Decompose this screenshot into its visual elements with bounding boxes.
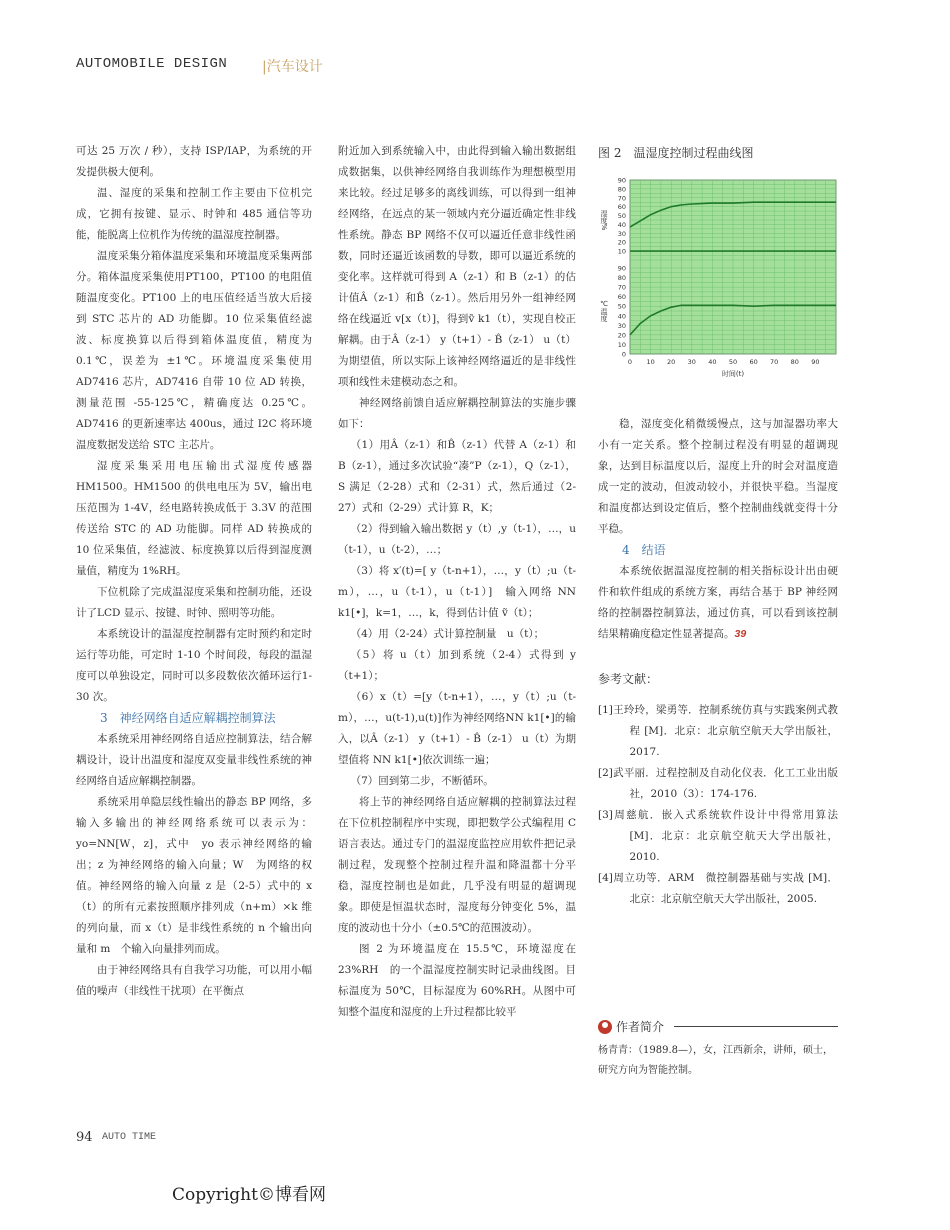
y-tick-label: 30	[617, 229, 626, 238]
paragraph: 附近加入到系统输入中，由此得到输入输出数据组成数据集，以供神经网络自我训练作为理想模型用来比较。经过足够多的离线训练，可以得到一组神经网络，在远点的某一领域内充分逼近确定性非线性系统。静态 BP 网络不仅可以逼近任意非线性函数，同时还逼近该函数的导数，即可以逼近系统的变化率。这样就可得到 A（z-1）和 B（z-1）的估计值Â（z-1）和B̂（z-1）。然后用另外一组神经网络在线逼近 v[x（t）]，得到ṽ k1（t），实现自校正解耦。由于Â（z-1） y（t+1）- B̂（z-1） u（t）为期望值，所以实际上该神经网络逼近的是非线性项和线性未建模动态之和。	[338, 145, 576, 388]
reference-item: [2]武平丽．过程控制及自动化仪表．化工工业出版社，2010（3）：174-176.	[598, 767, 838, 800]
y-tick-label: 60	[617, 293, 626, 302]
paragraph: 本系统采用神经网络自适应控制算法，结合解耦设计，设计出温度和湿度双变量非线性系统的神经网络自适应解耦控制器。	[76, 733, 312, 787]
algorithm-step: （5）将 u（t）加到系统（2-4）式得到 y（t+1）；	[338, 649, 576, 682]
x-tick-label: 30	[687, 358, 696, 366]
y-tick-label: 60	[617, 203, 626, 212]
paragraph: 可达 25 万次 / 秒），支持 ISP/IAP，为系统的开发提供极大便利。	[76, 145, 312, 178]
x-tick-label: 20	[667, 358, 676, 366]
algorithm-step: （3）将 x′(t)=[ y（t-n+1），…，y（t）;u（t-m），…，u（t-1），u（t-1）] 输入网络 NN k1[•]，k=1，…，k，得到估计值 ṽ（t）；	[338, 565, 576, 619]
y-tick-label: 80	[617, 185, 626, 194]
algorithm-step: （1）用Â（z-1）和B̂（z-1）代替 A（z-1）和 B（z-1），通过多次试验“凑”P（z-1），Q（z-1），S 满足（2-28）式和（2-31）式，然后通过（2-27）式和（2-29）式计算 R，K；	[338, 439, 576, 514]
journal-title-en: AUTOMOBILE DESIGN	[76, 56, 228, 72]
references-title: 参考文献：	[598, 672, 659, 686]
paragraph: 系统采用单隐层线性输出的静态 BP 网络，多输入多输出的神经网络系统可以表示为：yo=NN[W，z]，式中 yo 表示神经网络的输出；z 为神经网络的输入向量；W 为网络的权值。神经网络的输入向量 z 是（2-5）式中的 x（t）的所有元素按照顺序排列成（n+m）×k 维的列向量，而 x（t）是非线性系统的 n 个输出向量和 m 个输入向量排列而成。	[76, 796, 312, 955]
y-tick-label: 80	[617, 274, 626, 283]
paragraph: 将上节的神经网络自适应解耦的控制算法过程在下位机控制程序中实现，即把数学公式编程用 C 语言表达。通过专门的温湿度监控应用软件把记录制过程，发现整个控制过程升温和降温都十分平稳，湿度控制也是如此，几乎没有明显的超调现象。即使是恒温状态时，湿度每分钟变化 5%，温度的波动也十分小（±0.5℃的范围波动）。	[338, 796, 576, 934]
x-tick-label: 50	[728, 358, 738, 366]
copyright-notice: Copyright©博看网	[172, 1185, 326, 1205]
x-tick-label: 60	[749, 358, 758, 366]
algorithm-step: （6）x（t）=[y（t-n+1），…，y（t）;u（t-m），…，u(t-1),u(t)]作为神经网络NN k1[•]的输入，以Â（z-1） y（t+1）- B̂（z-1） u（t）为期望值将 NN k1[•]依次训练一遍；	[338, 691, 576, 766]
author-box	[598, 1018, 838, 1081]
y-tick-label: 10	[617, 247, 626, 256]
paragraph: 稳，湿度变化稍微缓慢点，这与加湿器功率大小有一定关系。整个控制过程没有明显的超调现象，达到目标温度以后，湿度上升的时会对温度造成一定的波动，但波动较小，并很快平稳。当湿度和温度都达到设定值后，整个控制曲线就变得十分平稳。	[598, 418, 838, 535]
y-tick-label: 90	[617, 176, 626, 185]
paragraph: 湿度采集采用电压输出式湿度传感器 HM1500。HM1500 的供电电压为 5V，输出电压范围为 1-4V，经电路转换成低于 3.3V 的范围传送给 STC 的 AD 功能脚。同样 AD 转换成的 10 位采集值，经滤波、标度换算以后得到湿度测量值，精度为 1%RH。	[76, 460, 312, 577]
conclusion-text: 本系统依据温湿度控制的相关指标设计出由硬件和软件组成的系统方案，再结合基于 BP 神经网络的控制器控制算法，通过仿真，可以看到该控制结果精确度稳定性显著提高。	[598, 565, 838, 640]
column-1	[76, 141, 312, 1002]
y-tick-label: 70	[617, 283, 626, 292]
y-tick-label: 90	[617, 264, 626, 273]
y-tick-label: 40	[617, 312, 626, 321]
paragraph: 温、湿度的采集和控制工作主要由下位机完成，它拥有按键、显示、时钟和 485 通信等功能，能脱离上位机作为传统的温湿度控制器。	[76, 187, 312, 241]
author-heading	[598, 1018, 838, 1035]
y-tick-label: 20	[617, 331, 626, 340]
paragraph: 神经网络前馈自适应解耦控制算法的实施步骤如下：	[338, 397, 576, 430]
reference-item: [3]周慈航．嵌入式系统软件设计中得常用算法 [M]．北京：北京航空航天大学出版社，2010.	[598, 809, 838, 863]
y-tick-label: 70	[617, 194, 626, 203]
paragraph	[598, 561, 838, 645]
figure-title: 图 2 温湿度控制过程曲线图	[598, 146, 754, 160]
x-axis-label: 时间(t)	[721, 370, 745, 378]
x-tick-label: 0	[627, 358, 633, 366]
y-tick-label: 50	[617, 302, 626, 311]
y-axis-label: 湿度%	[600, 209, 608, 231]
algorithm-step: （4）用（2-24）式计算控制量 u（t）；	[350, 628, 545, 640]
y-tick-label: 30	[617, 321, 626, 330]
paragraph: 下位机除了完成温湿度采集和控制功能，还设计了LCD 显示、按键、时钟、照明等功能。	[76, 586, 312, 619]
page-number: 94	[76, 1130, 93, 1145]
x-tick-label: 90	[811, 358, 820, 366]
paragraph: 由于神经网络具有自我学习功能，可以用小幅值的噪声（非线性干扰项）在平衡点	[76, 964, 312, 997]
algorithm-step: （2）得到输入输出数据 y（t）,y（t-1），…，u（t-1），u（t-2），…；	[338, 523, 576, 556]
paragraph: 本系统设计的温湿度控制器有定时预约和定时运行等功能，可定时 1-10 个时间段，每段的温湿度可以单独设定，同时可以多段数依次循环运行1-30 次。	[76, 628, 312, 703]
temp-humidity-chart	[598, 166, 840, 384]
section-heading-3: 3 神经网络自适应解耦控制算法	[100, 711, 276, 725]
x-tick-label: 80	[790, 358, 799, 366]
y-axis-label: ℃温度	[600, 300, 608, 322]
author-heading-label: 作者简介	[616, 1020, 665, 1034]
x-tick-label: 10	[646, 358, 655, 366]
algorithm-step: （7）回到第二步，不断循环。	[350, 775, 494, 787]
journal-title-cn: |汽车设计	[262, 59, 323, 75]
author-bio: 杨青青：（1989.8—），女，江西新余，讲师，硕士，研究方向为智能控制。	[598, 1045, 833, 1076]
y-tick-label: 0	[621, 350, 626, 359]
column-3	[598, 414, 838, 910]
paragraph: 图 2 为环境温度在 15.5℃，环境湿度在 23%RH 的一个温湿度控制实时记录曲线图。目标温度为 50℃，目标湿度为 60%RH。从图中可知整个温度和湿度的上升过程都比较平	[338, 943, 576, 1018]
paragraph: 温度采集分箱体温度采集和环境温度采集两部分。箱体温度采集使用PT100，PT100 的电阻值随温度变化。PT100 上的电压值经适当放大后接到 STC 芯片的 AD 功能脚。10 位采集值经滤波、标度换算以后得到箱体温度值，精度为 0.1℃，误差为 ±1℃。环境温度采集使用 AD7416 芯片，AD7416 自带 10 位 AD 转换，测量范围 -55-125℃，精确度达 0.25℃。AD7416 的更新速率达 400us，通过 I2C 将环境温度数据发送给 STC 主芯片。	[76, 250, 312, 451]
y-tick-label: 40	[617, 220, 626, 229]
journal-logo: 39	[734, 628, 747, 640]
author-icon	[598, 1020, 612, 1034]
reference-item: [4]周立功等．ARM 微控制器基础与实战 [M]．北京：北京航空航天大学出版社，2005.	[598, 872, 838, 905]
y-tick-label: 10	[617, 340, 626, 349]
footer-brand: AUTO TIME	[102, 1132, 157, 1143]
x-tick-label: 40	[708, 358, 717, 366]
column-2	[338, 141, 576, 1023]
x-tick-label: 70	[770, 358, 779, 366]
divider	[674, 1026, 838, 1027]
y-tick-label: 20	[617, 238, 626, 247]
y-tick-label: 50	[617, 212, 626, 221]
reference-item: [1]王玲玲，梁勇等．控制系统仿真与实践案例式教程 [M]．北京：北京航空航天大学出版社，2017.	[598, 704, 838, 758]
section-heading-4: 4 结语	[622, 543, 666, 557]
